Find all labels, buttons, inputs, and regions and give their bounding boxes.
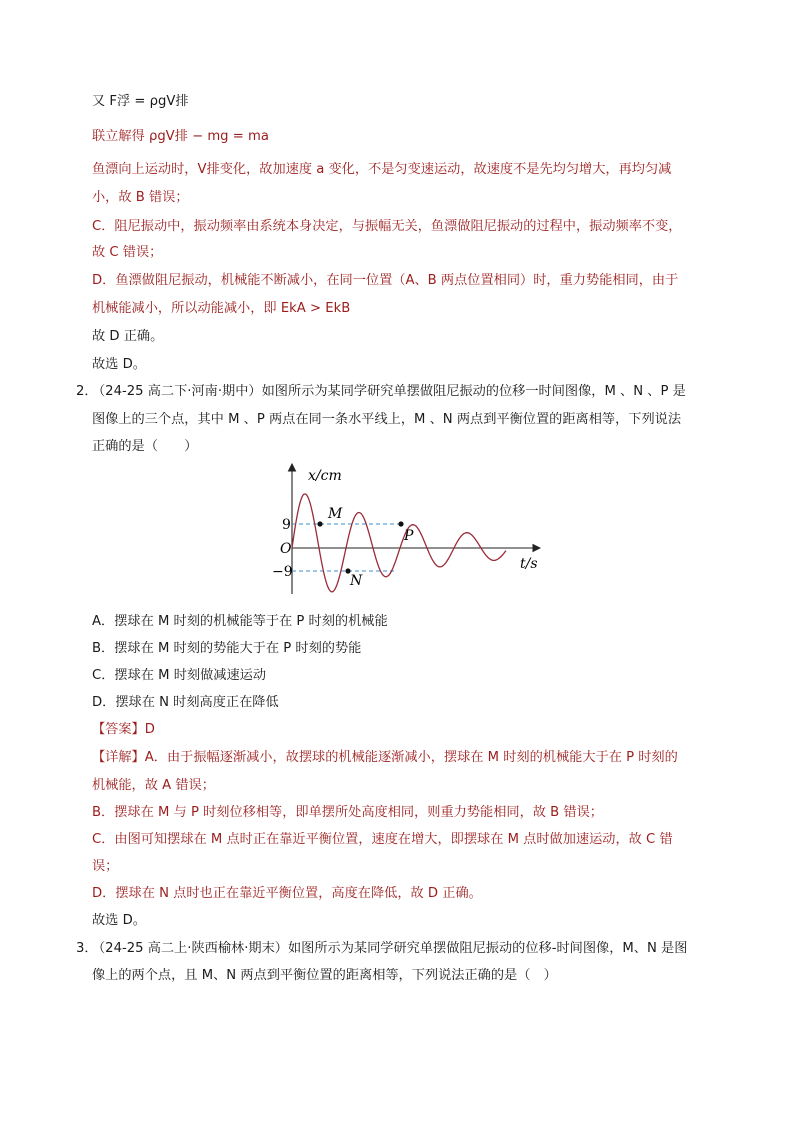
- explanation-head: 【详解】: [92, 750, 145, 765]
- tick-label-9: 9: [282, 517, 291, 533]
- damped-wave-curve: [292, 494, 506, 592]
- answer: 【答案】D: [92, 722, 155, 737]
- displacement-time-graph: [270, 458, 550, 598]
- text-line: C．阻尼振动中，振动频率由系统本身决定，与振幅无关，鱼漂做阻尼振动的过程中，振动频率不变，: [92, 219, 682, 234]
- explanation-line: 故选 D。: [92, 913, 146, 928]
- label-m: M: [328, 506, 343, 522]
- text-line: 故选 D。: [92, 357, 146, 372]
- question-number: 2．: [76, 384, 98, 399]
- explanation-line: C．由图可知摆球在 M 点时正在靠近平衡位置，速度在增大，即摆球在 M 点时做加速运动，故 C 错: [92, 832, 673, 847]
- explanation-line: D．摆球在 N 点时也正在靠近平衡位置，高度在降低，故 D 正确。: [92, 886, 482, 901]
- text-line: 小，故 B 错误；: [92, 190, 189, 205]
- y-axis-label: x/cm: [308, 468, 342, 484]
- label-n: N: [350, 573, 363, 589]
- explanation-line: [92, 748, 678, 768]
- explanation-line: 机械能，故 A 错误；: [92, 778, 215, 793]
- text-line: 鱼漂向上运动时，V排变化，故加速度 a 变化，不是匀变速运动，故速度不是先均匀增大，再均匀减: [92, 162, 672, 177]
- point-p: [398, 521, 403, 526]
- text-line: 联立解得 ρgV排 − mg = ma: [92, 129, 269, 144]
- option-a: A．摆球在 M 时刻的机械能等于在 P 时刻的机械能: [92, 614, 388, 629]
- explanation-line: 误；: [92, 859, 119, 874]
- option-b: B．摆球在 M 时刻的势能大于在 P 时刻的势能: [92, 641, 362, 656]
- point-m: [317, 521, 322, 526]
- label-p: P: [404, 528, 414, 544]
- text-line: D．鱼漂做阻尼振动，机械能不断减小，在同一位置（A、B 两点位置相同）时，重力势能相同，由于: [92, 273, 679, 288]
- text-line: 又 F浮 = ρgV排: [92, 94, 189, 109]
- question-stem: （24-25 高二上·陕西榆林·期末）如图所示为某同学研究单摆做阻尼振动的位移-时间图像，M、N 是图: [92, 941, 688, 956]
- explanation-line: B．摆球在 M 与 P 时刻位移相等，即单摆所处高度相同，则重力势能相同，故 B 错误；: [92, 805, 603, 820]
- question-stem: 正确的是（ ）: [92, 439, 198, 454]
- tick-label-neg9: −9: [272, 564, 293, 580]
- text-line: 故 D 正确。: [92, 329, 164, 344]
- option-c: C．摆球在 M 时刻做减速运动: [92, 668, 267, 683]
- text-line: 机械能减小，所以动能减小，即 EkA > EkB: [92, 301, 351, 316]
- question-stem: 图像上的三个点，其中 M 、P 两点在同一条水平线上，M 、N 两点到平衡位置的距离相等，下列说法: [92, 412, 682, 427]
- question-stem: （24-25 高二下·河南·期中）如图所示为某同学研究单摆做阻尼振动的位移一时间图像，M 、N 、P 是: [92, 384, 686, 399]
- origin-label: O: [280, 541, 292, 557]
- text-line: 故 C 错误；: [92, 245, 163, 260]
- question-stem: 像上的两个点，且 M、N 两点到平衡位置的距离相等，下列说法正确的是（ ）: [92, 968, 557, 983]
- explanation-text: A．由于振幅逐渐减小，故摆球的机械能逐渐减小，摆球在 M 时刻的机械能大于在 P 时刻的: [144, 750, 678, 765]
- option-d: D．摆球在 N 时刻高度正在降低: [92, 695, 279, 710]
- x-axis-label: t/s: [520, 556, 538, 572]
- question-number: 3．: [76, 941, 98, 956]
